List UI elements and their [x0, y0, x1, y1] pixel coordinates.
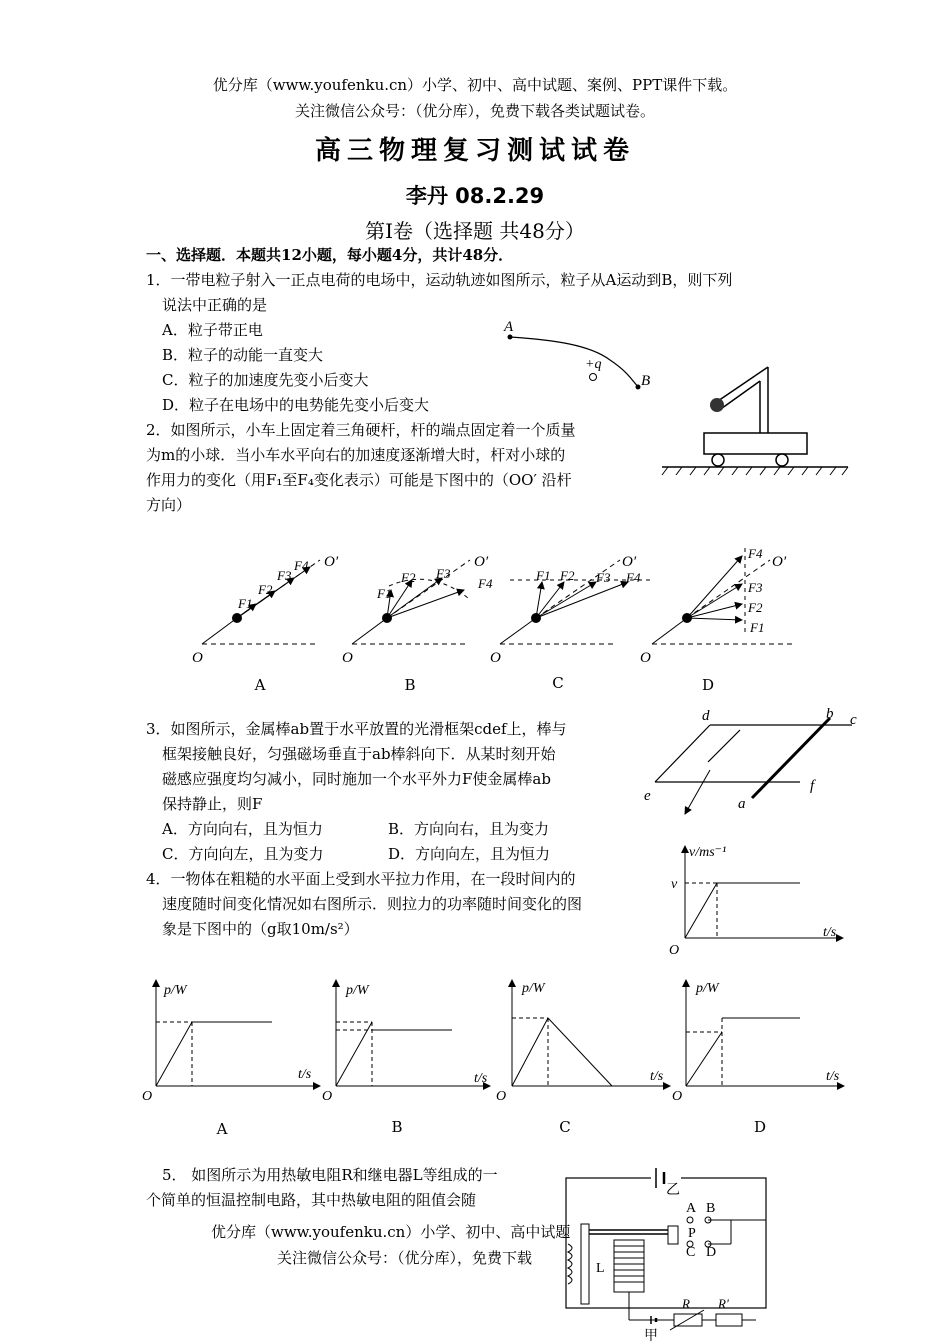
q2-stem-4: 方向） — [146, 496, 192, 514]
page-title: 高三物理复习测试试卷 — [314, 136, 635, 166]
header-line-1: 优分库（www.youfenku.cn）小学、初中、高中试题、案例、PPT课件下载。 — [212, 76, 738, 94]
q1-option-d: D．粒子在电场中的电势能先变小后变大 — [162, 396, 430, 414]
q4c-xlabel: t/s — [650, 1069, 664, 1084]
q2d-f1: F1 — [750, 620, 765, 635]
q1-label-q: +q — [585, 357, 602, 372]
q4a-o: O — [142, 1089, 153, 1104]
q3-label-f: f — [810, 778, 815, 794]
q2-label-a: A — [254, 676, 266, 694]
q1-stem-1: 1．一带电粒子射入一正点电荷的电场中，运动轨迹如图所示，粒子从A运动到B，则下列 — [146, 271, 733, 289]
q4-stem-3: 象是下图中的（g取10m/s²） — [162, 920, 359, 938]
q2a-f4: F4 — [294, 558, 309, 573]
q4-vt-ylabel: v/ms⁻¹ — [689, 845, 727, 860]
q2d-f2: F2 — [748, 600, 763, 615]
q2d-f3: F3 — [748, 580, 763, 595]
q4-vt-graph — [665, 838, 850, 963]
q5-label-c: C — [686, 1245, 696, 1260]
q3-stem-2: 框架接触良好，匀强磁场垂直于ab棒斜向下．从某时刻开始 — [162, 745, 556, 763]
q4-vt-xlabel: t/s — [823, 925, 837, 940]
q2b-f1: F1 — [377, 586, 392, 601]
q3-frame-figure — [640, 700, 860, 820]
q2b-f4: F4 — [478, 576, 493, 591]
q1-label-a: A — [504, 319, 514, 335]
author-date: 李丹 08.2.29 — [405, 184, 545, 208]
q5-stem-2: 个简单的恒温控制电路，其中热敏电阻的阻值会随 — [146, 1191, 477, 1209]
q4-vt-o: O — [669, 943, 680, 958]
q3-stem-4: 保持静止，则F — [162, 795, 263, 813]
q2-option-c-diagram — [490, 554, 652, 666]
q2-stem-2: 为m的小球．当小车水平向右的加速度逐渐增大时，杆对小球的 — [146, 446, 566, 464]
q2b-o: O — [342, 650, 353, 666]
q5-label-b: B — [706, 1201, 716, 1216]
q2-option-a-diagram — [192, 554, 339, 666]
q4-stem-1: 4．一物体在粗糙的水平面上受到水平拉力作用，在一段时间内的 — [146, 870, 576, 888]
q2c-f2: F2 — [560, 568, 575, 583]
header-line-2: 关注微信公众号：（优分库），免费下载各类试题试卷。 — [294, 102, 655, 120]
q2-option-b-diagram — [342, 554, 493, 666]
q2b-oprime: O′ — [474, 554, 489, 570]
q5-label-a: A — [686, 1201, 697, 1216]
q2-stem-3: 作用力的变化（用F₁至F₄变化表示）可能是下图中的（OO′ 沿杆 — [146, 471, 572, 489]
q1-stem-2: 说法中正确的是 — [162, 296, 268, 314]
q2c-o: O — [490, 650, 501, 666]
q4-label-c: C — [559, 1118, 571, 1136]
q2c-f4: F4 — [626, 570, 641, 585]
q2a-f1: F1 — [238, 596, 253, 611]
footer-line-1: 优分库（www.youfenku.cn）小学、初中、高中试题 — [211, 1223, 571, 1241]
q2c-oprime: O′ — [622, 554, 637, 570]
q1-label-b: B — [641, 373, 651, 389]
section-heading: 一、选择题．本题共12小题，每小题4分，共计48分． — [146, 246, 514, 264]
q2a-oprime: O′ — [324, 554, 339, 570]
q2b-f2: F2 — [401, 570, 416, 585]
q4a-ylabel: p/W — [164, 983, 187, 998]
q5-circuit-figure — [556, 1160, 776, 1344]
q3-option-a: A．方向向右，且为恒力 — [162, 820, 323, 838]
q3-label-d: d — [702, 708, 710, 724]
q3-label-a: a — [738, 796, 746, 812]
q4d-xlabel: t/s — [826, 1069, 840, 1084]
q4d-ylabel: p/W — [696, 981, 719, 996]
q2c-f3: F3 — [596, 570, 611, 585]
q4-label-a: A — [216, 1120, 228, 1138]
q2-label-c: C — [552, 674, 564, 692]
q4c-o: O — [496, 1089, 507, 1104]
q4-pt-option-a — [142, 980, 320, 1104]
footer-line-2: 关注微信公众号：（优分库），免费下载 — [277, 1249, 533, 1267]
q3-option-d: D．方向向左，且为恒力 — [388, 845, 551, 863]
q1-trajectory-figure — [495, 315, 675, 395]
q4b-xlabel: t/s — [474, 1071, 488, 1086]
q4a-xlabel: t/s — [298, 1067, 312, 1082]
q2-option-d-diagram — [640, 546, 796, 666]
q2-label-b: B — [404, 676, 416, 694]
q2-options-figure — [180, 540, 830, 670]
q5-label-jia: 甲 — [644, 1329, 658, 1344]
q4-pt-option-c — [496, 980, 670, 1104]
q4-pt-option-b — [322, 980, 490, 1104]
q4b-ylabel: p/W — [346, 983, 369, 998]
q5-label-l: L — [596, 1261, 605, 1276]
q4-vt-v: v — [671, 877, 678, 892]
q4-label-b: B — [391, 1118, 403, 1136]
q5-label-r: R — [682, 1296, 690, 1311]
q4-pt-option-d — [672, 980, 844, 1104]
q3-label-b: b — [826, 706, 834, 722]
q5-label-p: P — [688, 1226, 696, 1241]
q5-label-d: D — [706, 1245, 717, 1260]
q2d-oprime: O′ — [772, 554, 787, 570]
q2c-f1: F1 — [536, 568, 551, 583]
q4-label-d: D — [753, 1118, 767, 1136]
q2a-f3: F3 — [277, 568, 292, 583]
q5-label-rp: R' — [718, 1296, 729, 1311]
q4b-o: O — [322, 1089, 333, 1104]
q4-pt-graphs — [140, 972, 850, 1107]
q3-label-c: c — [850, 712, 857, 728]
q4d-o: O — [672, 1089, 683, 1104]
q2-label-d: D — [701, 676, 715, 694]
q2-stem-1: 2．如图所示，小车上固定着三角硬杆，杆的端点固定着一个质量 — [146, 421, 576, 439]
q2d-o: O — [640, 650, 651, 666]
q2b-f3: F3 — [436, 566, 451, 581]
q1-option-a: A．粒子带正电 — [162, 321, 263, 339]
part-heading: 第Ⅰ卷（选择题 共48分） — [365, 219, 585, 243]
q2a-f2: F2 — [258, 582, 273, 597]
q1-option-b: B．粒子的动能一直变大 — [162, 346, 324, 364]
q3-option-b: B．方向向右，且为变力 — [388, 820, 550, 838]
q2-cart-figure — [660, 355, 850, 485]
q5-label-yi: 乙 — [666, 1183, 680, 1198]
q2a-o: O — [192, 650, 203, 666]
q2d-f4: F4 — [748, 546, 763, 561]
q3-stem-1: 3．如图所示，金属棒ab置于水平放置的光滑框架cdef上，棒与 — [146, 720, 567, 738]
q4-stem-2: 速度随时间变化情况如右图所示．则拉力的功率随时间变化的图 — [162, 895, 583, 913]
q4c-ylabel: p/W — [522, 981, 545, 996]
q3-stem-3: 磁感应强度均匀减小，同时施加一个水平外力F使金属棒ab — [162, 770, 551, 788]
q3-option-c: C．方向向左，且为变力 — [162, 845, 324, 863]
q5-stem-1: 5． 如图所示为用热敏电阻R和继电器L等组成的一 — [162, 1166, 498, 1184]
q1-option-c: C．粒子的加速度先变小后变大 — [162, 371, 369, 389]
q3-label-e: e — [644, 788, 651, 804]
